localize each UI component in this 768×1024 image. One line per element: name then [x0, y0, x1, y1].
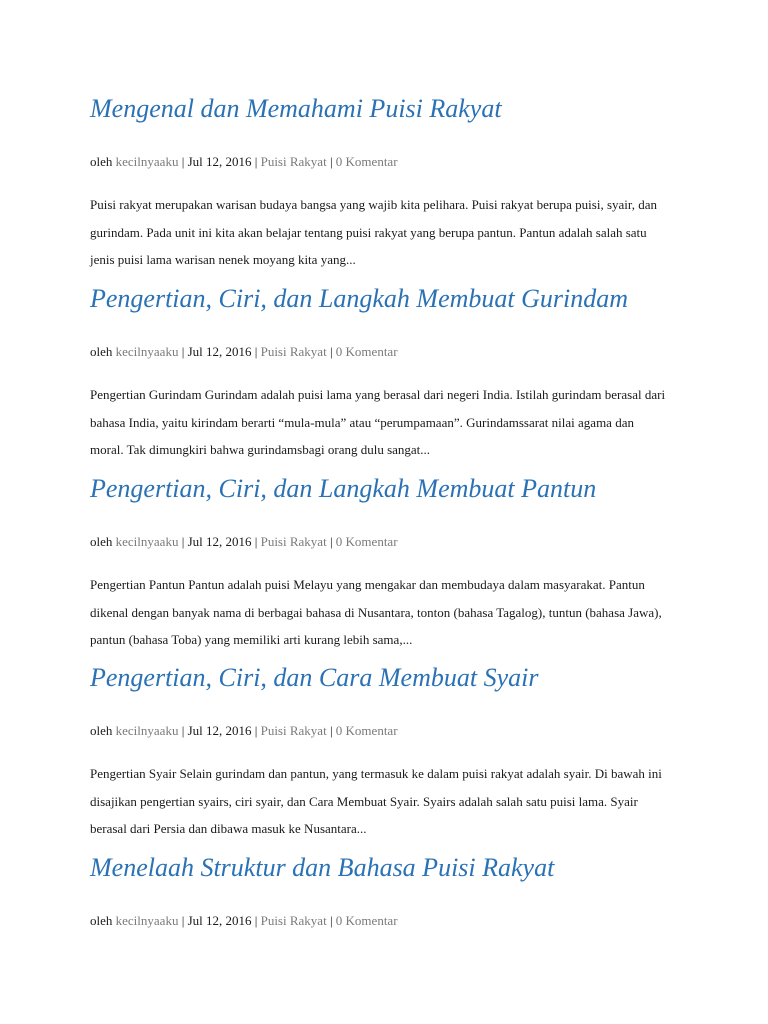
post-excerpt [90, 571, 690, 654]
post-date: Jul 12, 2016 [187, 154, 252, 169]
category-link[interactable]: Puisi Rakyat [260, 534, 327, 549]
excerpt-line: Pengertian Pantun Pantun adalah puisi Melayu yang mengakar dan membudaya dalam masyarakat. Pantun [90, 577, 645, 592]
meta-separator: | [181, 913, 188, 928]
meta-separator: | [254, 913, 261, 928]
meta-by-label: oleh [90, 913, 113, 928]
post-excerpt [90, 191, 690, 274]
comments-link[interactable]: 0 Komentar [335, 344, 398, 359]
meta-separator: | [329, 913, 336, 928]
meta-separator: | [181, 723, 188, 738]
post-item [90, 663, 690, 836]
excerpt-line: moral. Tak dimungkiri bahwa gurindamsbagi orang dulu sangat... [90, 442, 431, 457]
comments-link[interactable]: 0 Komentar [335, 154, 398, 169]
excerpt-line: jenis puisi lama warisan nenek moyang kita yang... [90, 252, 356, 267]
meta-separator: | [329, 344, 336, 359]
post-date: Jul 12, 2016 [187, 534, 252, 549]
post-item [90, 474, 690, 647]
post-meta [90, 722, 398, 740]
meta-separator: | [181, 154, 188, 169]
category-link[interactable]: Puisi Rakyat [260, 154, 327, 169]
author-link[interactable]: kecilnyaaku [115, 344, 179, 359]
post-date: Jul 12, 2016 [187, 913, 252, 928]
excerpt-line: gurindam. Pada unit ini kita akan belajar tentang puisi rakyat yang berupa pantun. Pantun adalah salah satu [90, 224, 647, 240]
post-item [90, 853, 690, 928]
post-meta [90, 912, 398, 930]
category-link[interactable]: Puisi Rakyat [260, 344, 327, 359]
meta-by-label: oleh [90, 723, 113, 738]
post-title[interactable]: Pengertian, Ciri, dan Cara Membuat Syair [90, 663, 539, 692]
excerpt-line: Puisi rakyat merupakan warisan budaya bangsa yang wajib kita pelihara. Puisi rakyat berupa puisi, syair, dan [90, 197, 657, 212]
comments-link[interactable]: 0 Komentar [335, 723, 398, 738]
excerpt-line: berasal dari Persia dan dibawa masuk ke Nusantara... [90, 821, 367, 836]
category-link[interactable]: Puisi Rakyat [260, 723, 327, 738]
meta-by-label: oleh [90, 154, 113, 169]
meta-separator: | [254, 534, 261, 549]
excerpt-line: dikenal dengan banyak nama di berbagai bahasa di Nusantara, tonton (bahasa Tagalog), tuntun (bahasa Jawa), [90, 604, 662, 620]
meta-separator: | [254, 344, 261, 359]
post-excerpt [90, 381, 690, 464]
excerpt-line: Pengertian Gurindam Gurindam adalah puisi lama yang berasal dari negeri India. Istilah gurindam berasal dari [90, 387, 666, 402]
comments-link[interactable]: 0 Komentar [335, 534, 398, 549]
post-item [90, 94, 690, 267]
meta-by-label: oleh [90, 534, 113, 549]
excerpt-line: bahasa India, yaitu kirindam berarti “mula-mula” atau “perumpamaan”. Gurindamssarat nilai agama dan [90, 414, 634, 430]
post-title[interactable]: Pengertian, Ciri, dan Langkah Membuat Gurindam [90, 284, 629, 313]
excerpt-line: disajikan pengertian syairs, ciri syair, dan Cara Membuat Syair. Syairs adalah salah satu puisi lama. Syair [90, 793, 638, 809]
post-excerpt [90, 760, 690, 843]
meta-separator: | [181, 534, 188, 549]
excerpt-line: pantun (bahasa Toba) yang memiliki arti kurang lebih sama,... [90, 632, 413, 647]
meta-separator: | [254, 723, 261, 738]
post-title[interactable]: Pengertian, Ciri, dan Langkah Membuat Pantun [90, 474, 597, 503]
category-link[interactable]: Puisi Rakyat [260, 913, 327, 928]
post-meta [90, 153, 398, 171]
post-item [90, 284, 690, 457]
author-link[interactable]: kecilnyaaku [115, 723, 179, 738]
meta-separator: | [181, 344, 188, 359]
meta-separator: | [254, 154, 261, 169]
meta-separator: | [329, 723, 336, 738]
post-title[interactable]: Menelaah Struktur dan Bahasa Puisi Rakyat [90, 853, 555, 882]
meta-by-label: oleh [90, 344, 113, 359]
post-meta [90, 343, 398, 361]
post-date: Jul 12, 2016 [187, 344, 252, 359]
author-link[interactable]: kecilnyaaku [115, 913, 179, 928]
excerpt-line: Pengertian Syair Selain gurindam dan pantun, yang termasuk ke dalam puisi rakyat adalah syair. Di bawah ini [90, 766, 662, 781]
post-date: Jul 12, 2016 [187, 723, 252, 738]
author-link[interactable]: kecilnyaaku [115, 154, 179, 169]
meta-separator: | [329, 534, 336, 549]
meta-separator: | [329, 154, 336, 169]
comments-link[interactable]: 0 Komentar [335, 913, 398, 928]
author-link[interactable]: kecilnyaaku [115, 534, 179, 549]
post-meta [90, 533, 398, 551]
post-title[interactable]: Mengenal dan Memahami Puisi Rakyat [90, 94, 502, 123]
